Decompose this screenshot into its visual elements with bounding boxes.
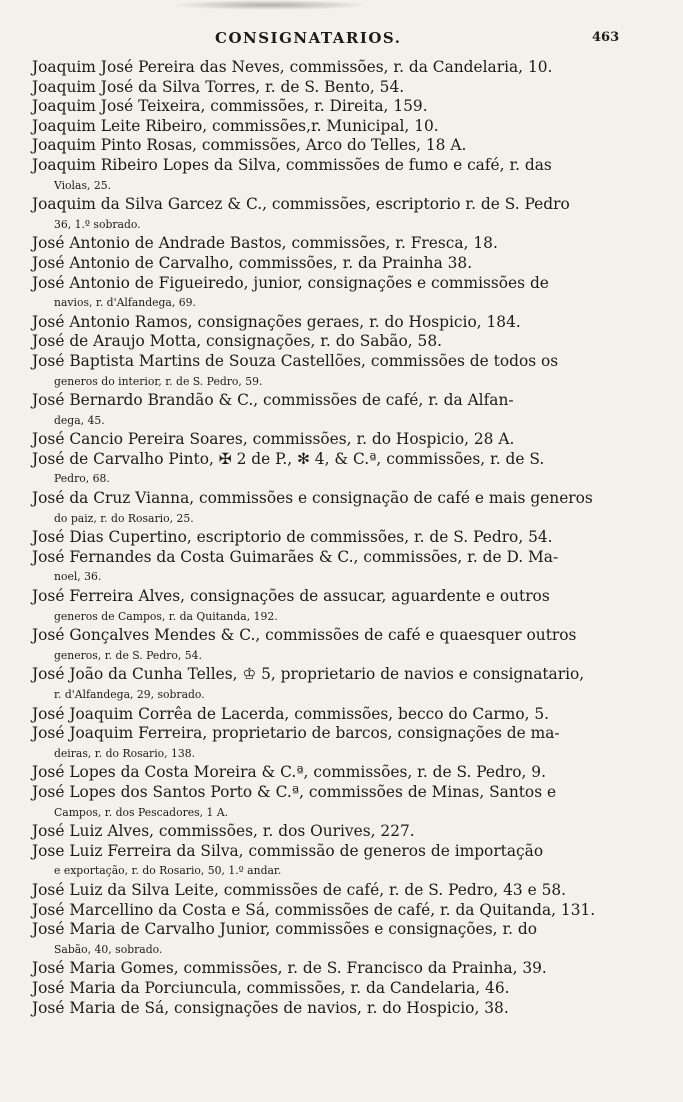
- list-item: [32, 156, 624, 195]
- entry-line: José Luiz Alves, commissões, r. dos Ourives, 227.: [32, 822, 415, 841]
- entry-line: Joaquim José da Silva Torres, r. de S. Bento, 54.: [32, 77, 405, 96]
- entry-line: José de Araujo Motta, consignações, r. do Sabão, 58.: [32, 332, 443, 351]
- entry-line: Joaquim José Pereira das Neves, commissões, r. da Candelaria, 10.: [32, 58, 553, 76]
- entry-continuation-line: Campos, r. dos Pescadores, 1 A.: [54, 805, 229, 819]
- list-item: [32, 999, 624, 1019]
- entry-continuation-line: Pedro, 68.: [54, 472, 110, 486]
- list-item: [32, 665, 624, 704]
- page-header: [0, 27, 683, 53]
- entry-line: José Cancio Pereira Soares, commissões, r. do Hospicio, 28 A.: [32, 430, 515, 449]
- entry-line: José Lopes dos Santos Porto & C.ª, commissões de Minas, Santos e: [32, 782, 557, 801]
- entry-continuation-line: generos, r. de S. Pedro, 54.: [54, 648, 202, 662]
- list-item: [32, 842, 624, 881]
- entry-continuation-line: generos do interior, r. de S. Pedro, 59.: [54, 374, 263, 388]
- entry-line: José Maria Gomes, commissões, r. de S. Francisco da Prainha, 39.: [32, 959, 547, 978]
- list-item: [32, 430, 624, 450]
- entry-line: José Dias Cupertino, escriptorio de commissões, r. de S. Pedro, 54.: [32, 528, 553, 547]
- list-item: [32, 959, 624, 979]
- list-item: [32, 587, 624, 626]
- entry-line: José Ferreira Alves, consignações de assucar, aguardente e outros: [32, 587, 550, 606]
- list-item: [32, 352, 624, 391]
- entry-line: José Maria da Porciuncula, commissões, r. da Candelaria, 46.: [32, 978, 510, 997]
- entry-line: José Antonio de Carvalho, commissões, r. da Prainha 38.: [32, 253, 473, 272]
- entry-line: José Maria de Sá, consignações de navios, r. do Hospicio, 38.: [32, 998, 509, 1017]
- entry-line: Jose Luiz Ferreira da Silva, commissão de generos de importação: [32, 841, 544, 860]
- entry-continuation-line: navios, r. d'Alfandega, 69.: [54, 296, 196, 310]
- entry-continuation-line: Sabão, 40, sobrado.: [54, 942, 163, 956]
- list-item: [32, 195, 624, 234]
- entry-continuation-line: generos de Campos, r. da Quitanda, 192.: [54, 609, 278, 623]
- list-item: [32, 274, 624, 313]
- list-item: [32, 78, 624, 98]
- entry-line: José Gonçalves Mendes & C., commissões de café e quaesquer outros: [32, 626, 577, 645]
- entry-line: José Lopes da Costa Moreira & C.ª, commissões, r. de S. Pedro, 9.: [32, 763, 546, 782]
- entry-continuation-line: r. d'Alfandega, 29, sobrado.: [54, 688, 205, 701]
- list-item: [32, 97, 624, 117]
- list-item: [32, 234, 624, 254]
- entry-continuation-line: deiras, r. do Rosario, 138.: [54, 746, 196, 760]
- entry-line: Joaquim José Teixeira, commissões, r. Direita, 159.: [32, 97, 428, 116]
- list-item: [32, 920, 624, 959]
- list-item: [32, 136, 624, 156]
- list-item: [32, 724, 624, 763]
- list-item: [32, 58, 624, 78]
- entry-continuation-line: e exportação, r. do Rosario, 50, 1.º andar.: [54, 864, 282, 878]
- list-item: [32, 254, 624, 274]
- entry-line: José Antonio de Andrade Bastos, commissões, r. Fresca, 18.: [32, 234, 498, 253]
- entry-line: José de Carvalho Pinto, ✠ 2 de P., ✻ 4, & C.ª, commissões, r. de S.: [32, 449, 545, 468]
- entry-line: José Joaquim Corrêa de Lacerda, commissões, becco do Carmo, 5.: [32, 704, 550, 723]
- list-item: [32, 901, 624, 921]
- list-item: [32, 705, 624, 725]
- entry-line: Joaquim da Silva Garcez & C., commissões, escriptorio r. de S. Pedro: [32, 195, 570, 214]
- entry-continuation-line: do paiz, r. do Rosario, 25.: [54, 511, 194, 525]
- list-item: [32, 822, 624, 842]
- entry-continuation-line: noel, 36.: [54, 570, 102, 584]
- entry-line: José Joaquim Ferreira, proprietario de barcos, consignações de ma-: [32, 724, 560, 743]
- entry-line: Joaquim Leite Ribeiro, commissões,r. Municipal, 10.: [32, 116, 439, 135]
- entry-continuation-line: dega, 45.: [54, 413, 105, 427]
- list-item: [32, 881, 624, 901]
- entry-line: José Marcellino da Costa e Sá, commissões de café, r. da Quitanda, 131.: [32, 900, 596, 919]
- list-item: [32, 528, 624, 548]
- entry-line: José João da Cunha Telles, ♔ 5, proprietario de navios e consignatario,: [32, 665, 585, 684]
- entry-line: Joaquim Ribeiro Lopes da Silva, commissões de fumo e café, r. das: [32, 155, 552, 174]
- list-item: [32, 489, 624, 528]
- list-item: [32, 391, 624, 430]
- page-number: 463: [592, 30, 620, 45]
- entry-line: Joaquim Pinto Rosas, commissões, Arco do Telles, 18 A.: [32, 136, 467, 155]
- list-item: [32, 332, 624, 352]
- entry-line: José Bernardo Brandão & C., commissões de café, r. da Alfan-: [32, 391, 514, 410]
- list-item: [32, 117, 624, 137]
- list-item: [32, 979, 624, 999]
- list-item: [32, 313, 624, 333]
- entry-list: [32, 58, 624, 1018]
- entry-line: José Fernandes da Costa Guimarães & C., commissões, r. de D. Ma-: [32, 547, 559, 566]
- entry-line: José Antonio de Figueiredo, junior, consignações e commissões de: [32, 273, 549, 292]
- list-item: [32, 626, 624, 665]
- list-item: [32, 763, 624, 783]
- list-item: [32, 450, 624, 489]
- entry-continuation-line: 36, 1.º sobrado.: [54, 217, 141, 231]
- entry-line: José Luiz da Silva Leite, commissões de café, r. de S. Pedro, 43 e 58.: [32, 880, 567, 899]
- entry-line: José Antonio Ramos, consignações geraes, r. do Hospicio, 184.: [32, 312, 521, 331]
- page-title: CONSIGNATARIOS.: [215, 29, 402, 47]
- entry-line: José Maria de Carvalho Junior, commissões e consignações, r. do: [32, 920, 538, 939]
- entry-continuation-line: Violas, 25.: [54, 178, 112, 192]
- page-smudge: [170, 0, 370, 10]
- entry-line: José Baptista Martins de Souza Castellões, commissões de todos os: [32, 351, 559, 370]
- entry-line: José da Cruz Vianna, commissões e consignação de café e mais generos: [32, 489, 593, 508]
- list-item: [32, 548, 624, 587]
- list-item: [32, 783, 624, 822]
